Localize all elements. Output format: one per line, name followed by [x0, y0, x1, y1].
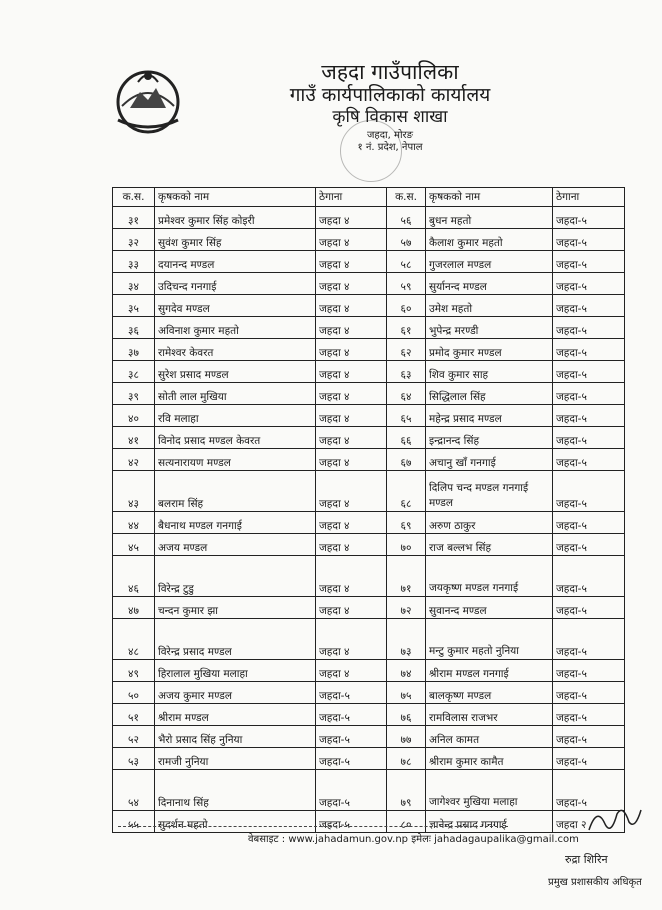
address-cell: जहदा-५ [553, 597, 625, 619]
farmer-name-cell: बालकृष्ण मण्डल [426, 682, 553, 704]
serial-number-cell: ४८ [113, 619, 155, 660]
office-name: गाउँ कार्यपालिकाको कार्यालय [289, 84, 491, 106]
farmer-name-cell: महेन्द्र प्रसाद मण्डल [426, 405, 553, 427]
serial-number-cell: ३८ [113, 361, 155, 383]
serial-number-cell: ७१ [387, 556, 426, 597]
serial-number-cell: ४९ [113, 660, 155, 682]
address-cell: जहदा-५ [553, 207, 625, 229]
address-cell: जहदा ४ [316, 295, 387, 317]
serial-number-cell: ५५ [113, 811, 155, 833]
signature-mark [585, 800, 645, 840]
farmer-name-cell: सोती लाल मुखिया [155, 383, 316, 405]
serial-number-cell: ७५ [387, 682, 426, 704]
table-row [113, 619, 625, 660]
address-cell: जहदा ४ [316, 449, 387, 471]
serial-number-cell: ५८ [387, 251, 426, 273]
website-label: वेबसाइट : [248, 834, 286, 845]
address-cell: जहदा-५ [553, 361, 625, 383]
address-cell: जहदा-५ [553, 405, 625, 427]
email-link[interactable]: jahadagaupalika@gmail.com [434, 834, 579, 845]
serial-number-cell: ७८ [387, 748, 426, 770]
website-link[interactable]: www.jahadamun.gov.np [288, 834, 409, 845]
farmer-name-cell: जागेश्वर मुखिया मलाहा [426, 770, 553, 811]
header-serial-2: क.स. [387, 188, 426, 207]
serial-number-cell: ६८ [387, 471, 426, 512]
address-cell: जहदा-५ [316, 770, 387, 811]
serial-number-cell: ६७ [387, 449, 426, 471]
address-cell: जहदा-५ [316, 811, 387, 833]
serial-number-cell: ५९ [387, 273, 426, 295]
farmer-list-table [112, 187, 625, 833]
address-cell: जहदा २ [553, 811, 625, 833]
serial-number-cell: ५१ [113, 704, 155, 726]
serial-number-cell: ६५ [387, 405, 426, 427]
farmer-name-cell: अचानु खाँ गनगाई [426, 449, 553, 471]
farmer-name-cell: हिरालाल मुखिया मलाहा [155, 660, 316, 682]
serial-number-cell: ३६ [113, 317, 155, 339]
signatory-name: रुद्रा शिरिन [565, 853, 608, 866]
nepal-government-emblem-icon [108, 62, 188, 138]
farmer-name-cell: भैरो प्रसाद सिंह नुनिया [155, 726, 316, 748]
farmer-name-cell: बलराम सिंह [155, 471, 316, 512]
farmer-name-cell: भुपेन्द्र मरण्डी [426, 317, 553, 339]
footer [118, 826, 658, 845]
address-cell: जहदा-५ [553, 295, 625, 317]
farmer-name-cell: सुर्यानन्द मण्डल [426, 273, 553, 295]
serial-number-cell: ६६ [387, 427, 426, 449]
footer-contact [118, 831, 658, 845]
address-cell: जहदा ४ [316, 251, 387, 273]
farmer-name-cell: सुवानन्द मण्डल [426, 597, 553, 619]
table-row [113, 383, 625, 405]
address-cell: जहदा-५ [553, 383, 625, 405]
farmer-name-cell: विनोद प्रसाद मण्डल केवरत [155, 427, 316, 449]
serial-number-cell: ७३ [387, 619, 426, 660]
address-cell: जहदा ४ [316, 619, 387, 660]
serial-number-cell: ४० [113, 405, 155, 427]
table-row [113, 726, 625, 748]
serial-number-cell: ६४ [387, 383, 426, 405]
table-row [113, 339, 625, 361]
farmer-name-cell: सिद्धिलाल सिंह [426, 383, 553, 405]
address-cell: जहदा-५ [316, 726, 387, 748]
farmer-name-cell: अरुण ठाकुर [426, 512, 553, 534]
table-row [113, 534, 625, 556]
address-cell: जहदा-५ [553, 512, 625, 534]
table-row [113, 273, 625, 295]
farmer-name-cell: चन्दन कुमार झा [155, 597, 316, 619]
farmer-name-cell: इन्द्रानन्द सिंह [426, 427, 553, 449]
serial-number-cell: ७९ [387, 770, 426, 811]
farmer-name-cell: सुदर्शन महतो [155, 811, 316, 833]
serial-number-cell: ४३ [113, 471, 155, 512]
farmer-name-cell: अनिल कामत [426, 726, 553, 748]
farmer-name-cell: रामविलास राजभर [426, 704, 553, 726]
address-cell: जहदा ४ [316, 471, 387, 512]
farmer-name-cell: अविनाश कुमार महतो [155, 317, 316, 339]
serial-number-cell: ४१ [113, 427, 155, 449]
address-cell: जहदा-५ [316, 682, 387, 704]
header-farmer-name-1: कृषकको नाम [155, 188, 316, 207]
address-cell: जहदा ४ [316, 339, 387, 361]
address-cell: जहदा-५ [553, 339, 625, 361]
serial-number-cell: ३७ [113, 339, 155, 361]
header-serial-1: क.स. [113, 188, 155, 207]
office-province: १ नं. प्रदेश, नेपाल [357, 142, 423, 153]
farmer-name-cell: रवि मलाहा [155, 405, 316, 427]
serial-number-cell: ५० [113, 682, 155, 704]
table-row [113, 597, 625, 619]
table-row [113, 229, 625, 251]
office-stamp [340, 120, 402, 182]
address-cell: जहदा ४ [316, 597, 387, 619]
address-cell: जहदा-५ [553, 534, 625, 556]
signatory-title: प्रमुख प्रशासकीय अधिकृत [548, 877, 642, 888]
footer-divider [118, 826, 508, 827]
table-row [113, 512, 625, 534]
farmer-name-cell: रामजी नुनिया [155, 748, 316, 770]
address-cell: जहदा ४ [316, 361, 387, 383]
table-row [113, 317, 625, 339]
farmer-name-cell: अजय मण्डल [155, 534, 316, 556]
header-farmer-name-2: कृषकको नाम [426, 188, 553, 207]
serial-number-cell: ३२ [113, 229, 155, 251]
section-name: कृषि विकास शाखा [332, 107, 448, 127]
serial-number-cell: ६० [387, 295, 426, 317]
farmer-name-cell: कैलाश कुमार महतो [426, 229, 553, 251]
address-cell: जहदा ४ [316, 207, 387, 229]
serial-number-cell: ७६ [387, 704, 426, 726]
address-cell: जहदा-५ [553, 770, 625, 811]
header-address-1: ठेगाना [316, 188, 387, 207]
serial-number-cell: ४५ [113, 534, 155, 556]
address-cell: जहदा-५ [553, 427, 625, 449]
farmer-name-cell: प्रमेश्वर कुमार सिंह कोइरी [155, 207, 316, 229]
farmer-name-cell: जयकृष्ण मण्डल गनगाई [426, 556, 553, 597]
serial-number-cell: ७४ [387, 660, 426, 682]
serial-number-cell: ७७ [387, 726, 426, 748]
table-row [113, 704, 625, 726]
address-cell: जहदा-५ [553, 704, 625, 726]
farmer-name-cell: शिव कुमार साह [426, 361, 553, 383]
serial-number-cell: ६३ [387, 361, 426, 383]
address-cell: जहदा ४ [316, 512, 387, 534]
address-cell: जहदा-५ [553, 619, 625, 660]
farmer-name-cell: बुधन महतो [426, 207, 553, 229]
serial-number-cell: ३४ [113, 273, 155, 295]
address-cell: जहदा-५ [553, 726, 625, 748]
address-cell: जहदा ४ [316, 660, 387, 682]
table-row [113, 471, 625, 512]
serial-number-cell: ५७ [387, 229, 426, 251]
serial-number-cell: ५२ [113, 726, 155, 748]
farmer-name-cell: गुजरलाल मण्डल [426, 251, 553, 273]
farmer-name-cell: सुवंश कुमार सिंह [155, 229, 316, 251]
address-cell: जहदा-५ [316, 704, 387, 726]
address-cell: जहदा ४ [316, 534, 387, 556]
serial-number-cell: ४६ [113, 556, 155, 597]
address-cell: जहदा ४ [316, 383, 387, 405]
address-cell: जहदा-५ [553, 317, 625, 339]
serial-number-cell: ३३ [113, 251, 155, 273]
farmer-name-cell: उदिचन्द गनगाई [155, 273, 316, 295]
farmer-name-cell: श्रीराम मण्डल [155, 704, 316, 726]
table-row [113, 556, 625, 597]
farmer-name-cell: सुरेश प्रसाद मण्डल [155, 361, 316, 383]
serial-number-cell: ५६ [387, 207, 426, 229]
municipality-name: जहदा गाउँपालिका [321, 60, 459, 84]
farmer-name-cell: विरेन्द्र टुडु [155, 556, 316, 597]
serial-number-cell: ७२ [387, 597, 426, 619]
serial-number-cell: ५४ [113, 770, 155, 811]
address-cell: जहदा-५ [553, 660, 625, 682]
table-row [113, 770, 625, 811]
farmer-name-cell: प्रमोद कुमार मण्डल [426, 339, 553, 361]
address-cell: जहदा-५ [553, 449, 625, 471]
serial-number-cell: ४७ [113, 597, 155, 619]
farmer-name-cell: श्रीराम मण्डल गनगाई [426, 660, 553, 682]
farmer-name-cell: राज बल्लभ सिंह [426, 534, 553, 556]
table-row [113, 361, 625, 383]
serial-number-cell: ६१ [387, 317, 426, 339]
address-cell: जहदा ४ [316, 405, 387, 427]
farmer-name-cell: सुगदेव मण्डल [155, 295, 316, 317]
address-cell: जहदा-५ [316, 748, 387, 770]
table-row [113, 660, 625, 682]
address-cell: जहदा ४ [316, 229, 387, 251]
farmer-name-cell: श्रीराम कुमार कामैत [426, 748, 553, 770]
address-cell: जहदा-५ [553, 273, 625, 295]
serial-number-cell: ८० [387, 811, 426, 833]
address-cell: जहदा ४ [316, 556, 387, 597]
address-cell: जहदा-५ [553, 748, 625, 770]
table-row [113, 295, 625, 317]
farmer-name-cell: उमेश महतो [426, 295, 553, 317]
farmer-name-cell: विरेन्द्र प्रसाद मण्डल [155, 619, 316, 660]
table-row [113, 682, 625, 704]
serial-number-cell: ६२ [387, 339, 426, 361]
serial-number-cell: ३५ [113, 295, 155, 317]
serial-number-cell: ३१ [113, 207, 155, 229]
address-cell: जहदा-५ [553, 682, 625, 704]
table-header-row [113, 188, 625, 207]
farmer-name-cell: रामेश्वर केवरत [155, 339, 316, 361]
address-cell: जहदा-५ [553, 471, 625, 512]
serial-number-cell: ६९ [387, 512, 426, 534]
address-cell: जहदा-५ [553, 251, 625, 273]
farmer-name-cell: ज्ञानेन्द्र प्रसाद गनगाई [426, 811, 553, 833]
serial-number-cell: ४२ [113, 449, 155, 471]
address-cell: जहदा ४ [316, 273, 387, 295]
address-cell: जहदा-५ [553, 556, 625, 597]
table-row [113, 449, 625, 471]
serial-number-cell: ३९ [113, 383, 155, 405]
farmer-name-cell: दिलिप चन्द मण्डल गनगाई मण्डल [426, 471, 553, 512]
farmer-name-cell: अजय कुमार मण्डल [155, 682, 316, 704]
office-address: जहदा, मोरङ [366, 130, 414, 141]
email-label: इमेलः [411, 834, 431, 845]
table-row [113, 405, 625, 427]
address-cell: जहदा ४ [316, 427, 387, 449]
table-row [113, 427, 625, 449]
farmer-name-cell: दिनानाथ सिंह [155, 770, 316, 811]
address-cell: जहदा-५ [553, 229, 625, 251]
address-cell: जहदा ४ [316, 317, 387, 339]
table-row [113, 251, 625, 273]
table-row [113, 748, 625, 770]
farmer-name-cell: बैधनाथ मण्डल गनगाई [155, 512, 316, 534]
serial-number-cell: ५३ [113, 748, 155, 770]
header-address-2: ठेगाना [553, 188, 625, 207]
farmer-name-cell: सत्यनारायण मण्डल [155, 449, 316, 471]
serial-number-cell: ४४ [113, 512, 155, 534]
serial-number-cell: ७० [387, 534, 426, 556]
table-row [113, 207, 625, 229]
farmer-name-cell: दयानन्द मण्डल [155, 251, 316, 273]
farmer-name-cell: मन्टु कुमार महतो नुनिया [426, 619, 553, 660]
